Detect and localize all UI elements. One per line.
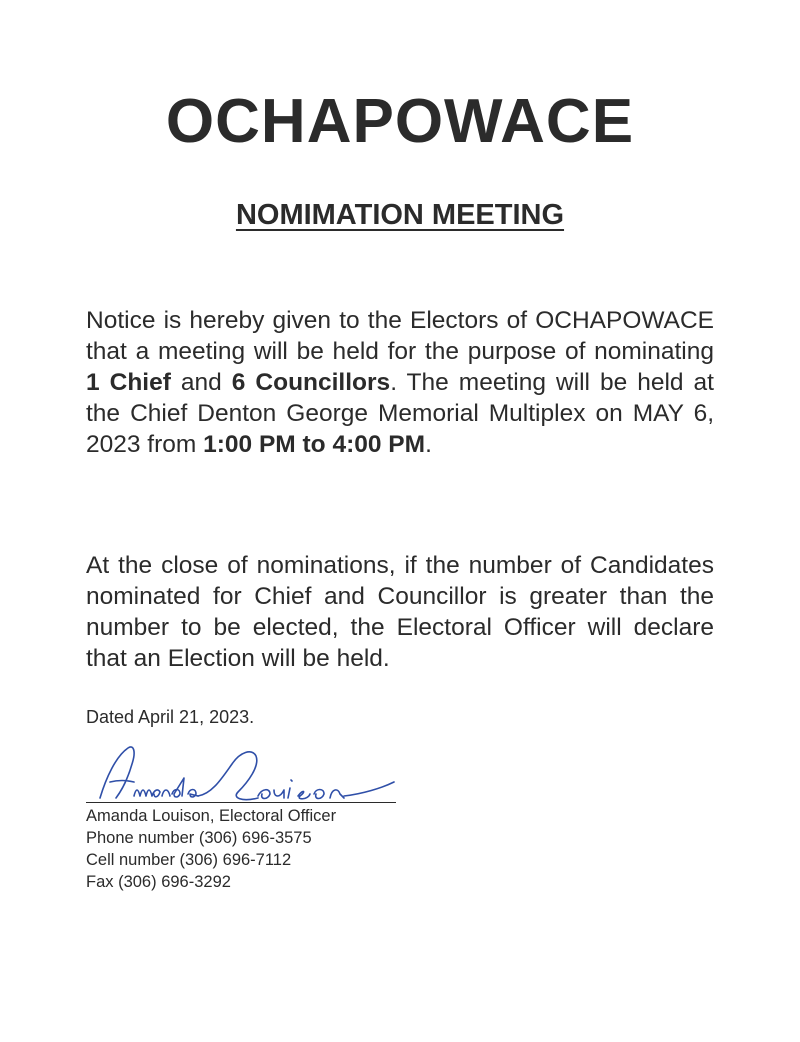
election-paragraph: At the close of nominations, if the number of Candidates nominated for Chief and Councillor is greater than the number to be elected, the Electoral Officer will declare that an Election will be held. bbox=[86, 552, 714, 672]
fax-number: Fax (306) 696-3292 bbox=[86, 873, 231, 891]
signature-line bbox=[86, 802, 396, 803]
chief-count: 1 Chief bbox=[86, 369, 171, 396]
meeting-title: NOMIMATION MEETING bbox=[235, 199, 565, 231]
notice-text-end: . bbox=[425, 431, 432, 458]
dated-line: Dated April 21, 2023. bbox=[86, 707, 255, 727]
notice-text-b: . The meeting will be held at the Chief Denton George Memorial Multiplex on MAY 6, 2023 from bbox=[86, 369, 714, 458]
notice-text-a: Notice is hereby given to the Electors of OCHAPOWACE that a meeting will be held for the purpose of nominating bbox=[86, 307, 714, 365]
signatory-name: Amanda Louison, Electoral Officer bbox=[86, 807, 337, 825]
organization-title: OCHAPOWACE bbox=[165, 87, 635, 156]
cell-number: Cell number (306) 696-7112 bbox=[86, 851, 292, 869]
signatory-block bbox=[86, 805, 336, 893]
meeting-time: 1:00 PM to 4:00 PM bbox=[203, 431, 426, 458]
handwritten-signature bbox=[92, 738, 402, 810]
notice-text-and: and bbox=[170, 369, 232, 396]
notice-paragraph bbox=[86, 305, 714, 460]
councillor-count: 6 Councillors bbox=[231, 369, 391, 396]
phone-number: Phone number (306) 696-3575 bbox=[86, 829, 312, 847]
